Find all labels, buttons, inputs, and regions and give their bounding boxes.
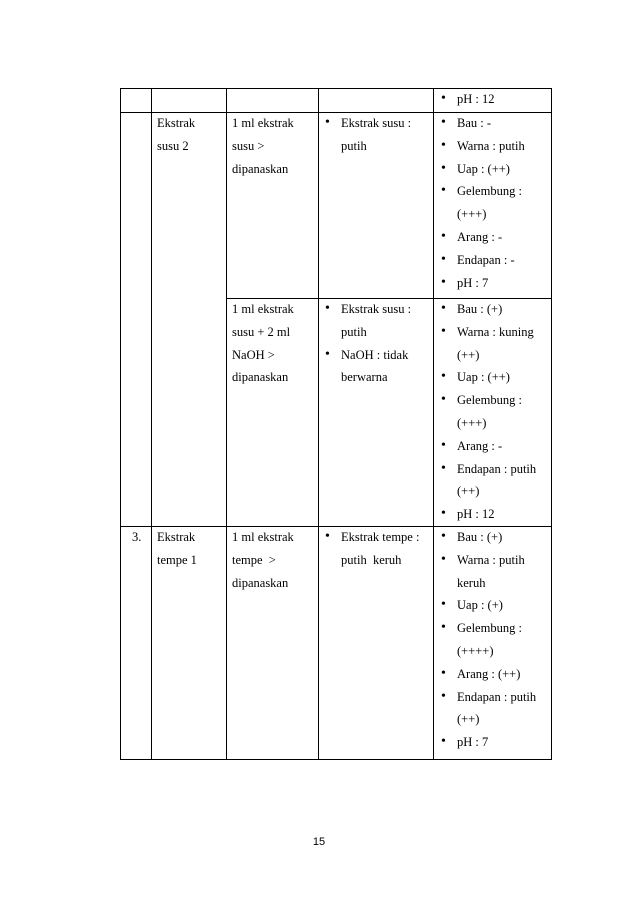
- row0-result-cell: [440, 88, 495, 111]
- list-item: • pH : 7: [440, 731, 536, 754]
- list-item: • Ekstrak tempe : putih keruh: [324, 526, 419, 572]
- row2-result-cell: [440, 298, 536, 526]
- row2-before-cell: [324, 298, 411, 389]
- list-item: • Ekstrak susu : putih: [324, 112, 411, 158]
- table-border-right: [551, 88, 552, 760]
- list-item: • Ekstrak susu : putih: [324, 298, 411, 344]
- list-item: • Uap : (++): [440, 158, 525, 181]
- table-border-bottom: [120, 759, 552, 760]
- column-divider-1: [151, 88, 152, 760]
- list-item: • Arang : -: [440, 435, 536, 458]
- page-number: 15: [312, 836, 326, 848]
- list-item: • Bau : (+): [440, 298, 536, 321]
- list-item: • Endapan : -: [440, 249, 525, 272]
- list-item: • Uap : (+): [440, 594, 536, 617]
- row1-sample-cell: Ekstrak susu 2: [157, 116, 196, 153]
- list-item: • Warna : putih: [440, 135, 525, 158]
- column-divider-2: [226, 88, 227, 760]
- row3-treatment-cell: 1 ml ekstrak tempe > dipanaskan: [232, 530, 294, 590]
- list-item: • Uap : (++): [440, 366, 536, 389]
- row3-number-cell: 3.: [132, 530, 142, 544]
- list-item: • Bau : -: [440, 112, 525, 135]
- row1-result-cell: [440, 112, 525, 294]
- table-border-left: [120, 88, 121, 760]
- list-item: • Bau : (+): [440, 526, 536, 549]
- row3-sample-cell: Ekstrak tempe 1: [157, 530, 197, 567]
- list-item: • Warna : putih keruh: [440, 549, 536, 595]
- list-item: • NaOH : tidak berwarna: [324, 344, 411, 390]
- row2-treatment-cell: 1 ml ekstrak susu + 2 ml NaOH > dipanaskan: [232, 302, 294, 385]
- row3-before-cell: [324, 526, 419, 572]
- list-item: • pH : 12: [440, 88, 495, 111]
- list-item: • Arang : -: [440, 226, 525, 249]
- row3-result-cell: [440, 526, 536, 754]
- row1-treatment-cell: 1 ml ekstrak susu > dipanaskan: [232, 116, 294, 176]
- column-divider-4: [433, 88, 434, 760]
- list-item: • Endapan : putih (++): [440, 686, 536, 732]
- list-item: • Arang : (++): [440, 663, 536, 686]
- list-item: • Gelembung : (+++): [440, 389, 536, 435]
- list-item: • Warna : kuning (++): [440, 321, 536, 367]
- list-item: • pH : 12: [440, 503, 536, 526]
- list-item: • pH : 7: [440, 272, 525, 295]
- results-table: [120, 88, 552, 760]
- list-item: • Endapan : putih (++): [440, 458, 536, 504]
- list-item: • Gelembung : (+++): [440, 180, 525, 226]
- list-item: • Gelembung : (++++): [440, 617, 536, 663]
- column-divider-3: [318, 88, 319, 760]
- row1-before-cell: [324, 112, 411, 158]
